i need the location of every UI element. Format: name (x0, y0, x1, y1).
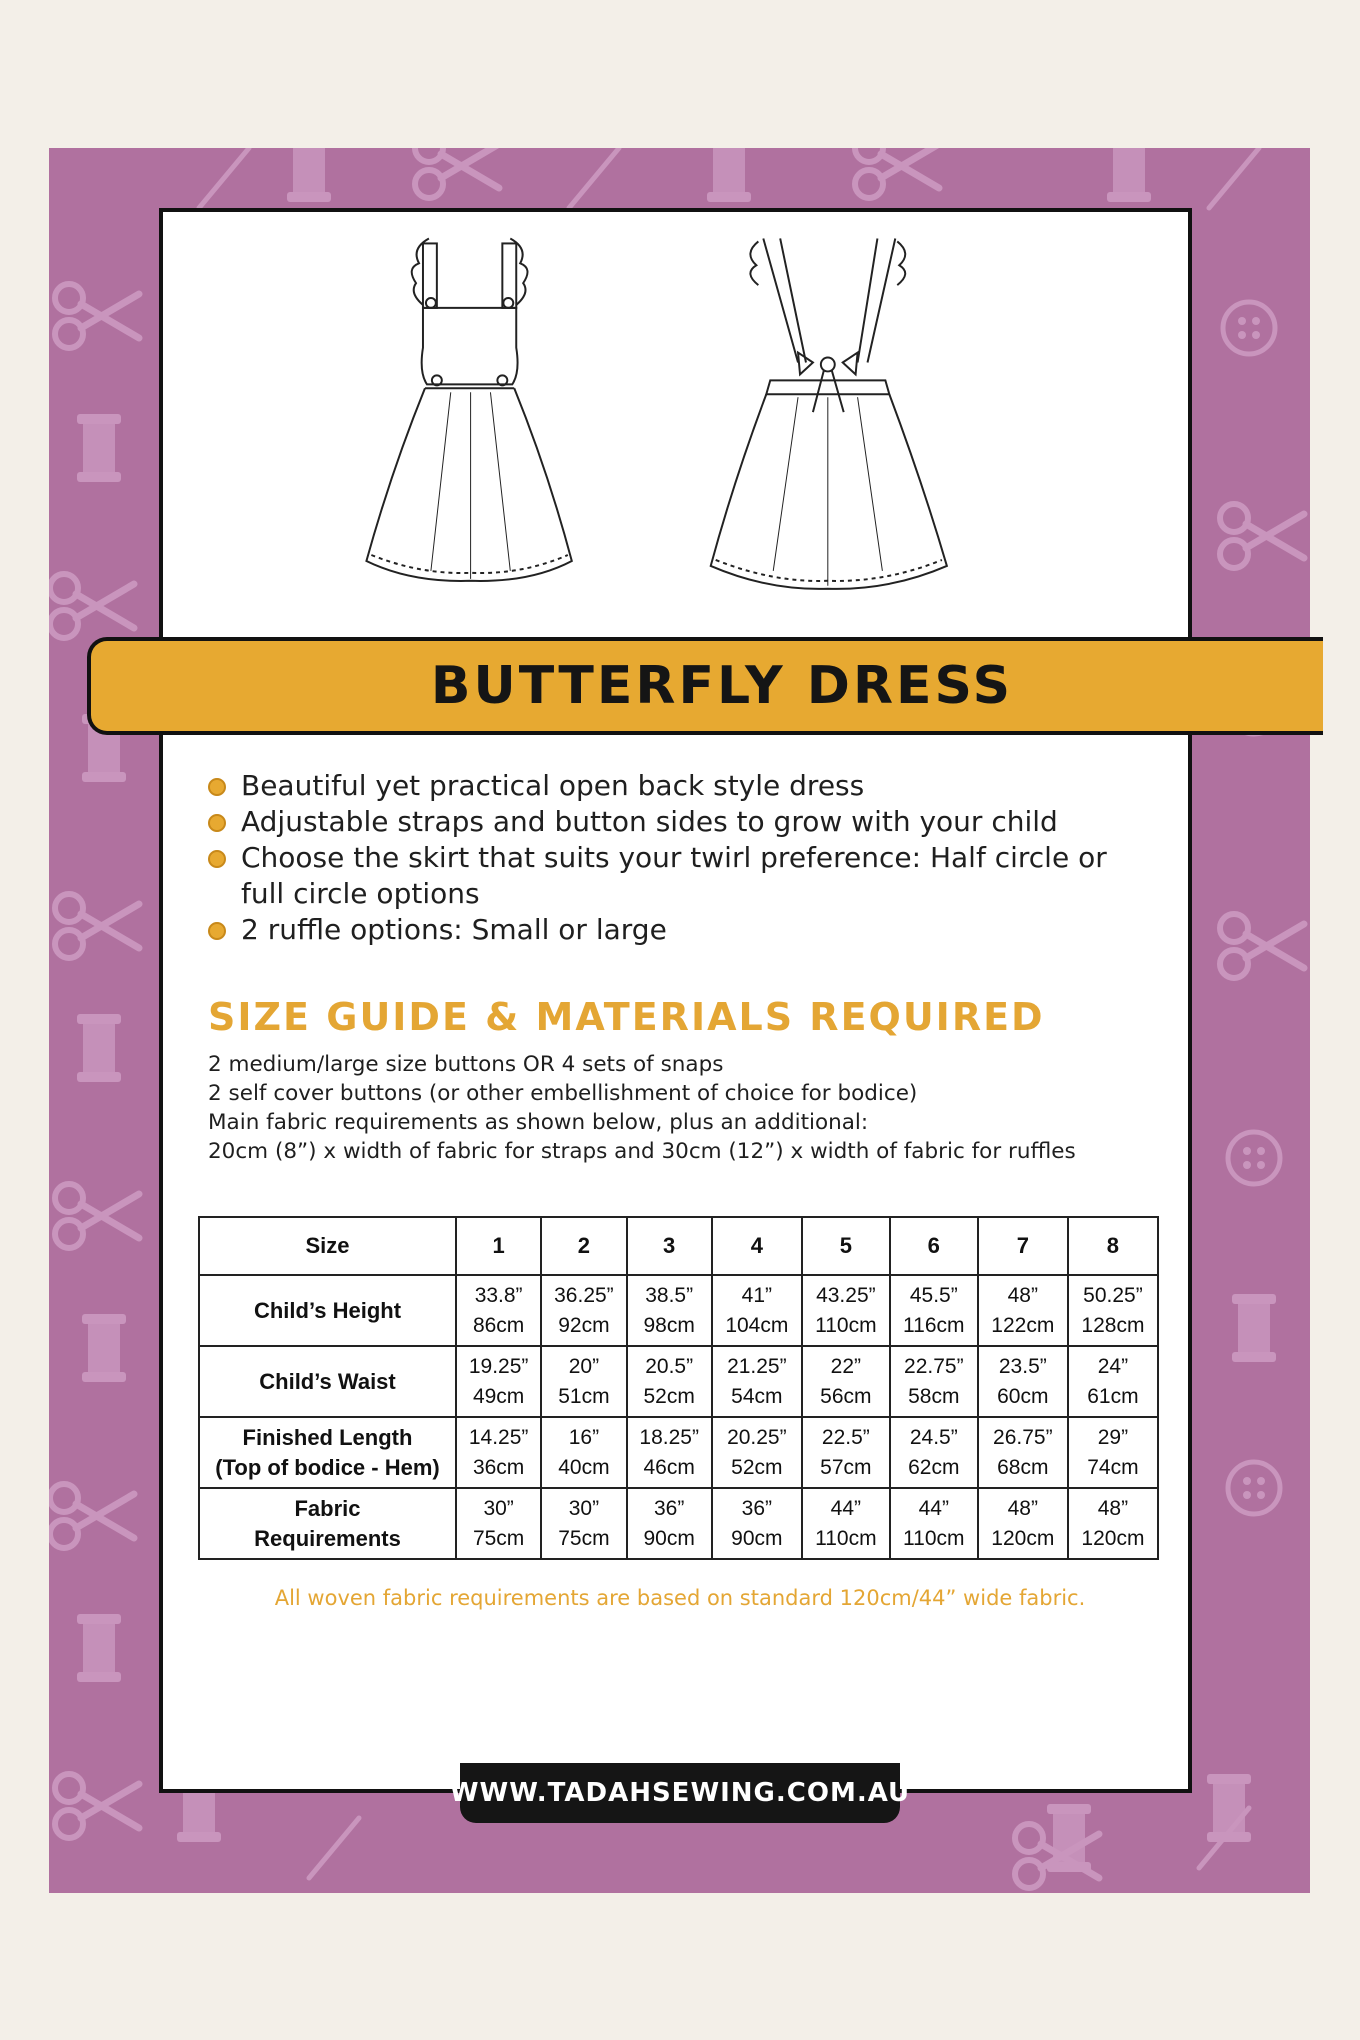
value-cm: 46cm (643, 1455, 695, 1479)
value-cm: 116cm (903, 1313, 965, 1337)
table-header-cell: 3 (627, 1217, 712, 1275)
value-inches: 48” (1007, 1496, 1038, 1520)
table-header-cell: 7 (978, 1217, 1068, 1275)
value-cm: 110cm (815, 1526, 877, 1550)
value-cm: 36cm (472, 1455, 525, 1479)
table-cell (712, 1346, 802, 1417)
value-inches: 29” (1097, 1425, 1129, 1449)
table-cell (890, 1275, 978, 1346)
table-header-cell: 5 (802, 1217, 890, 1275)
value-cm: 58cm (908, 1384, 960, 1408)
table-cell (978, 1346, 1068, 1417)
materials-line: 2 self cover buttons (or other embellishment of choice for bodice) (208, 1081, 918, 1106)
row-label (199, 1417, 456, 1488)
value-inches: 21.25” (727, 1354, 787, 1378)
materials-line: 20cm (8”) x width of fabric for straps and 30cm (12”) x width of fabric for ruffles (208, 1139, 1076, 1164)
bullet-button-icon (208, 778, 226, 796)
table-header-cell: 2 (541, 1217, 626, 1275)
table-cell (802, 1346, 890, 1417)
website-tab[interactable] (449, 1763, 911, 1823)
table-cell (978, 1275, 1068, 1346)
value-cm: 61cm (1087, 1384, 1139, 1408)
value-inches: 48” (1097, 1496, 1129, 1520)
value-inches: 19.25” (468, 1354, 529, 1378)
table-cell (456, 1417, 541, 1488)
row-label (199, 1346, 456, 1417)
value-inches: 22.5” (821, 1425, 870, 1449)
fabric-note: All woven fabric requirements are based on standard 120cm/44” wide fabric. (274, 1586, 1086, 1610)
value-cm: 49cm (472, 1384, 525, 1408)
value-inches: 24.5” (909, 1425, 958, 1449)
bullet-button-icon (208, 850, 226, 868)
bullet-button-icon (208, 814, 226, 832)
table-cell (541, 1275, 626, 1346)
row-label (199, 1488, 456, 1559)
table-row (199, 1346, 1158, 1417)
table-cell (802, 1488, 890, 1559)
value-cm: 110cm (815, 1313, 877, 1337)
value-inches: 26.75” (993, 1425, 1053, 1449)
table-cell (541, 1488, 626, 1559)
feature-list (208, 768, 1108, 948)
value-cm: 120cm (1081, 1526, 1145, 1550)
value-cm: 51cm (558, 1384, 610, 1408)
row-label-line: (Top of bodice - Hem) (215, 1454, 440, 1480)
table-row (199, 1488, 1158, 1559)
value-cm: 60cm (997, 1384, 1049, 1408)
table-header-cell: 4 (712, 1217, 802, 1275)
table-cell (627, 1346, 712, 1417)
value-inches: 22.75” (904, 1354, 964, 1378)
value-inches: 20.5” (645, 1354, 694, 1378)
value-inches: 33.8” (474, 1283, 523, 1307)
row-label-line: Child’s Height (253, 1297, 402, 1323)
value-inches: 41” (741, 1283, 773, 1307)
page-title: BUTTERFLY DRESS (430, 656, 1014, 716)
table-cell (627, 1275, 712, 1346)
materials-list (208, 1050, 1128, 1166)
size-table (198, 1216, 1159, 1560)
table-cell (712, 1417, 802, 1488)
value-inches: 14.25” (468, 1425, 529, 1449)
table-cell (890, 1488, 978, 1559)
materials-line: Main fabric requirements as shown below, plus an additional: (208, 1110, 869, 1135)
table-cell (802, 1275, 890, 1346)
list-item: Choose the skirt that suits your twirl preference: Half circle or full circle options (208, 840, 1108, 912)
value-cm: 110cm (903, 1526, 965, 1550)
value-inches: 38.5” (645, 1283, 694, 1307)
value-cm: 40cm (558, 1455, 610, 1479)
value-inches: 36” (741, 1496, 773, 1520)
table-header-cell: 6 (890, 1217, 978, 1275)
table-cell (890, 1417, 978, 1488)
table-cell (541, 1417, 626, 1488)
value-cm: 74cm (1087, 1455, 1139, 1479)
value-cm: 120cm (991, 1526, 1055, 1550)
value-inches: 50.25” (1083, 1283, 1143, 1307)
value-inches: 23.5” (998, 1354, 1047, 1378)
value-cm: 56cm (820, 1384, 872, 1408)
value-cm: 92cm (558, 1313, 610, 1337)
list-item: Adjustable straps and button sides to grow with your child (208, 804, 1108, 840)
table-cell (456, 1275, 541, 1346)
front-view-dress-icon (366, 238, 571, 580)
value-inches: 44” (918, 1496, 949, 1520)
value-cm: 62cm (908, 1455, 960, 1479)
table-cell (1068, 1488, 1158, 1559)
value-cm: 128cm (1081, 1313, 1145, 1337)
value-cm: 54cm (731, 1384, 783, 1408)
value-cm: 68cm (997, 1455, 1049, 1479)
value-inches: 43.25” (816, 1283, 876, 1307)
value-inches: 36.25” (554, 1283, 614, 1307)
table-cell (978, 1417, 1068, 1488)
back-view-dress-icon (711, 238, 947, 588)
title-banner (87, 637, 1323, 735)
row-label-line: Requirements (254, 1525, 401, 1551)
value-inches: 44” (830, 1496, 862, 1520)
table-cell (456, 1346, 541, 1417)
value-inches: 24” (1097, 1354, 1129, 1378)
table-header-row (199, 1217, 1158, 1275)
value-cm: 104cm (725, 1313, 789, 1337)
table-cell (1068, 1275, 1158, 1346)
table-cell (1068, 1346, 1158, 1417)
value-inches: 48” (1007, 1283, 1038, 1307)
row-label-line: Child’s Waist (259, 1368, 396, 1394)
table-header-cell: Size (199, 1217, 456, 1275)
table-row (199, 1417, 1158, 1488)
table-cell (627, 1417, 712, 1488)
value-cm: 52cm (643, 1384, 695, 1408)
value-inches: 20.25” (727, 1425, 787, 1449)
table-cell (890, 1346, 978, 1417)
table-cell (541, 1346, 626, 1417)
table-header-cell: 8 (1068, 1217, 1158, 1275)
bullet-button-icon (208, 922, 226, 940)
list-item: Beautiful yet practical open back style dress (208, 768, 1108, 804)
table-cell (456, 1488, 541, 1559)
table-cell (712, 1275, 802, 1346)
row-label (199, 1275, 456, 1346)
value-cm: 75cm (558, 1526, 610, 1550)
value-inches: 22” (830, 1354, 862, 1378)
value-cm: 122cm (991, 1313, 1055, 1337)
value-inches: 16” (568, 1425, 600, 1449)
website-url[interactable]: WWW.TADAHSEWING.COM.AU (449, 1778, 911, 1808)
size-guide-heading: SIZE GUIDE & MATERIALS REQUIRED (208, 995, 1045, 1039)
table-cell (712, 1488, 802, 1559)
value-cm: 90cm (731, 1526, 783, 1550)
table-header-cell: 1 (456, 1217, 541, 1275)
value-inches: 45.5” (909, 1283, 958, 1307)
value-inches: 20” (568, 1354, 600, 1378)
value-cm: 90cm (643, 1526, 695, 1550)
table-cell (627, 1488, 712, 1559)
list-item: 2 ruffle options: Small or large (208, 912, 1108, 948)
row-label-line: Fabric (294, 1495, 361, 1521)
table-cell (978, 1488, 1068, 1559)
table-cell (802, 1417, 890, 1488)
value-inches: 30” (568, 1496, 600, 1520)
materials-line: 2 medium/large size buttons OR 4 sets of snaps (208, 1052, 724, 1077)
value-inches: 36” (653, 1496, 685, 1520)
table-cell (1068, 1417, 1158, 1488)
dress-sketches (163, 212, 1188, 642)
value-inches: 18.25” (639, 1425, 699, 1449)
value-cm: 57cm (820, 1455, 872, 1479)
table-row (199, 1275, 1158, 1346)
value-cm: 52cm (731, 1455, 783, 1479)
value-inches: 30” (483, 1496, 514, 1520)
value-cm: 86cm (472, 1313, 525, 1337)
value-cm: 98cm (643, 1313, 695, 1337)
row-label-line: Finished Length (242, 1424, 413, 1450)
value-cm: 75cm (472, 1526, 525, 1550)
